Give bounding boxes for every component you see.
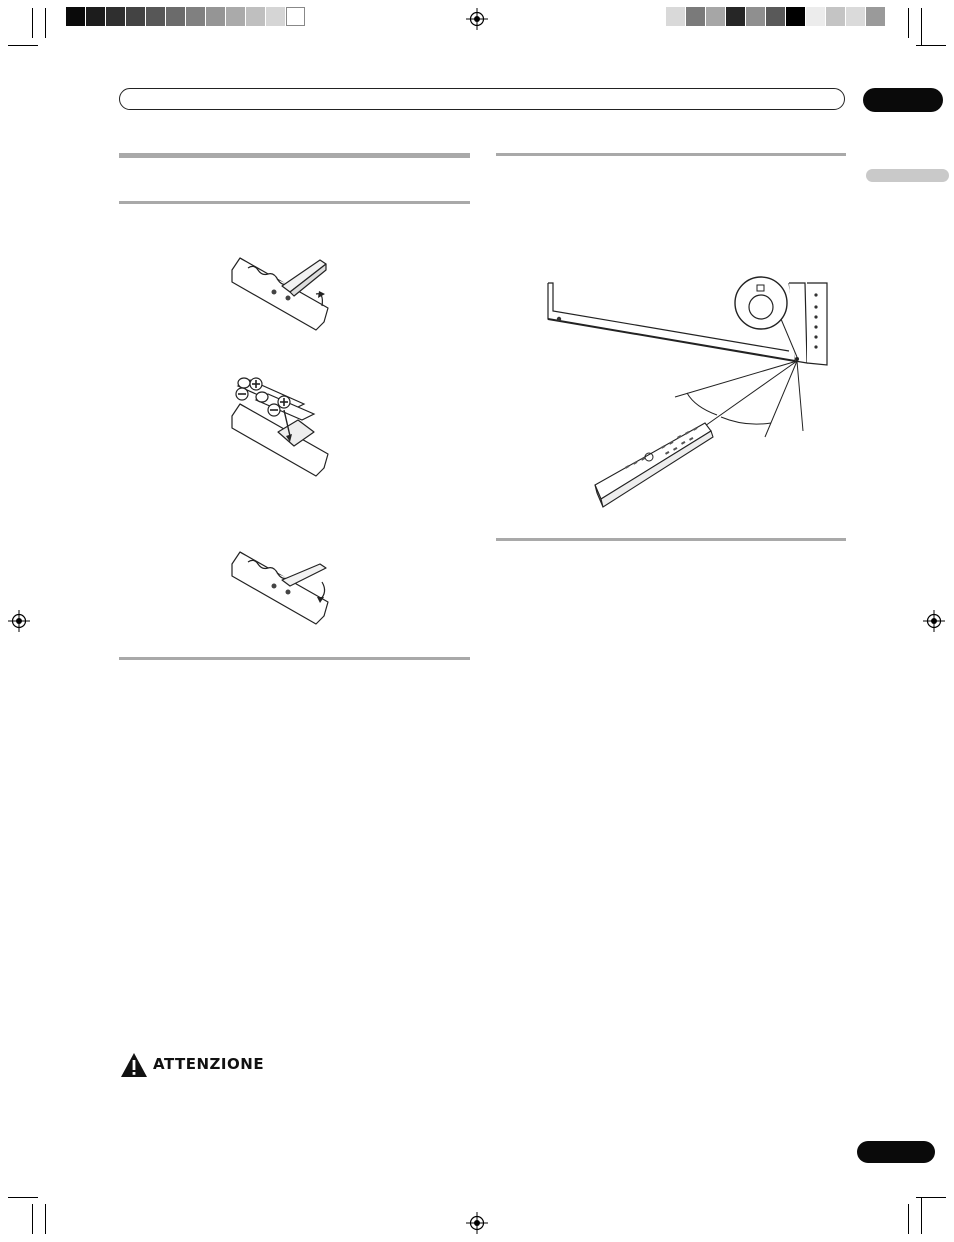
page-number-tab: [857, 1141, 935, 1163]
remote-open-cover-illustration: [228, 252, 340, 336]
section-heading-rule: [119, 153, 470, 158]
chapter-tab: [863, 88, 943, 112]
warning-label: ATTENZIONE: [153, 1055, 265, 1073]
color-swatch: [866, 7, 885, 26]
color-swatch: [286, 7, 305, 26]
subsection-rule: [119, 657, 470, 660]
color-swatch: [146, 7, 165, 26]
color-swatch: [86, 7, 105, 26]
language-side-tab: [866, 169, 949, 182]
color-swatch: [266, 7, 285, 26]
color-swatch: [66, 7, 85, 26]
crop-mark: [908, 8, 909, 38]
remote-operating-range-illustration: [545, 275, 830, 515]
crop-mark: [916, 45, 946, 46]
crop-mark: [921, 1197, 922, 1234]
warning-triangle-icon: [120, 1052, 148, 1078]
color-swatch: [206, 7, 225, 26]
crop-mark: [921, 8, 922, 45]
color-swatch: [666, 7, 685, 26]
color-swatch: [766, 7, 785, 26]
crop-mark: [908, 1204, 909, 1234]
color-swatch: [226, 7, 245, 26]
color-swatch: [726, 7, 745, 26]
subsection-rule: [496, 538, 846, 541]
color-swatch: [706, 7, 725, 26]
color-swatch: [786, 7, 805, 26]
crop-mark: [45, 1204, 46, 1234]
color-swatch: [246, 7, 265, 26]
crop-mark: [32, 1204, 33, 1234]
subsection-rule: [496, 153, 846, 156]
color-swatch: [186, 7, 205, 26]
color-swatch: [846, 7, 865, 26]
color-swatch: [806, 7, 825, 26]
color-swatch: [746, 7, 765, 26]
header-bar: [119, 88, 845, 110]
crop-mark: [32, 8, 33, 38]
crop-mark: [8, 45, 38, 46]
crop-mark: [8, 1197, 38, 1198]
remote-insert-batteries-illustration: [228, 376, 340, 480]
remote-close-cover-illustration: [228, 546, 340, 630]
registration-mark-icon: [466, 1212, 488, 1234]
subsection-rule: [119, 201, 470, 204]
color-swatch: [826, 7, 845, 26]
color-swatch: [106, 7, 125, 26]
color-swatch: [126, 7, 145, 26]
registration-mark-icon: [466, 8, 488, 30]
registration-mark-icon: [923, 610, 945, 632]
crop-mark: [45, 8, 46, 38]
color-swatch: [166, 7, 185, 26]
color-swatch: [686, 7, 705, 26]
registration-mark-icon: [8, 610, 30, 632]
